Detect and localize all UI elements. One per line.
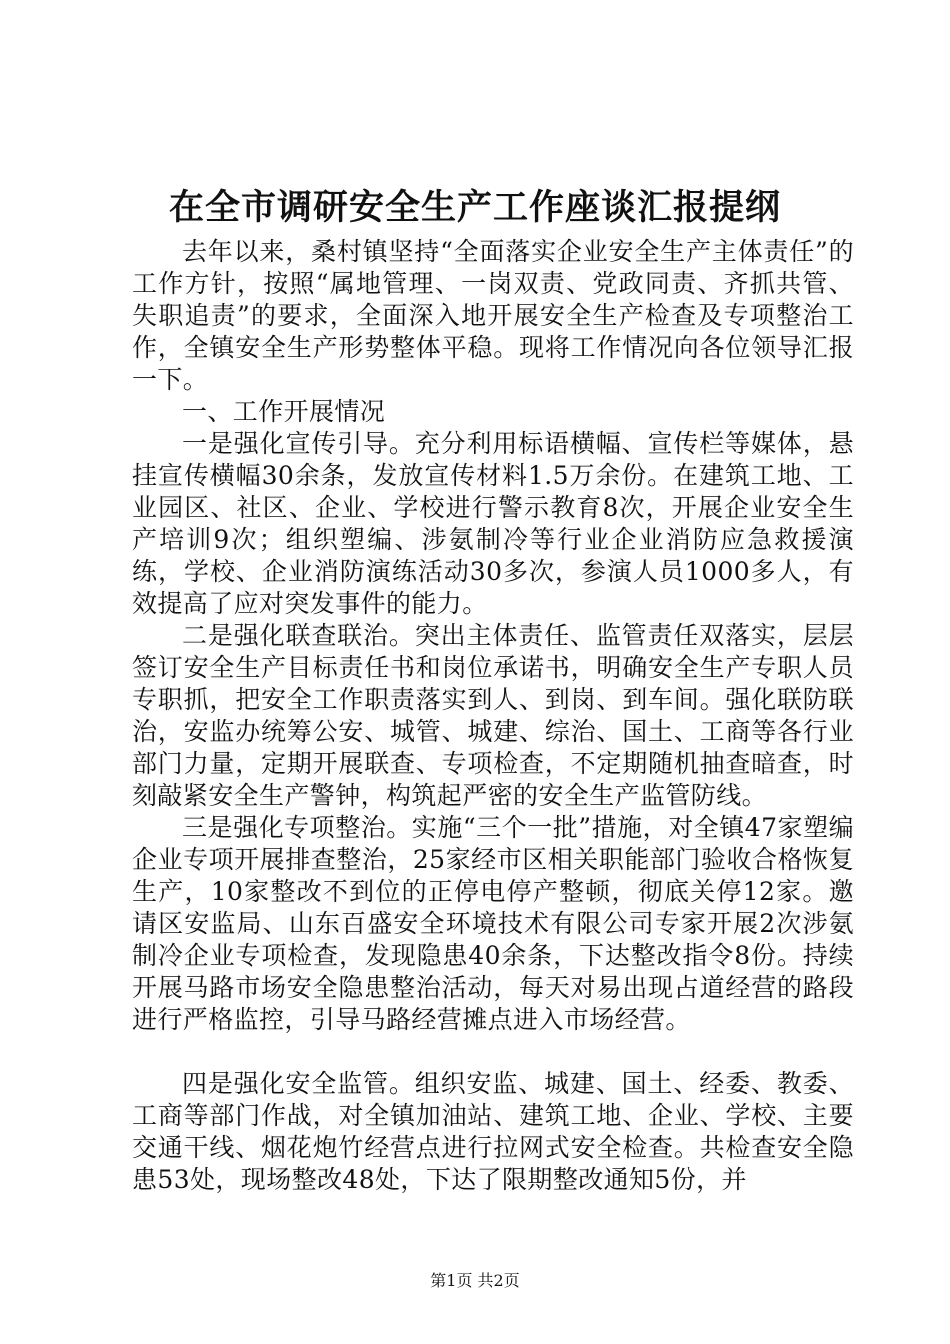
- section-heading: 一、工作开展情况: [182, 397, 386, 426]
- intro-paragraph: 去年以来，桑村镇坚持“全面落实企业安全生产主体责任”的工作方针，按照“属地管理、一岗双责、党政同责、齐抓共管、失职追责”的要求，全面深入地开展安全生产检查及专项整治工作，全镇安全生产形势整体平稳。现将工作情况向各位领导汇报一下。: [132, 237, 854, 394]
- paragraph-publicity: 一是强化宣传引导。充分利用标语横幅、宣传栏等媒体，悬挂宣传横幅30余条，发放宣传材料1.5万余份。在建筑工地、工业园区、社区、企业、学校进行警示教育8次，开展企业安全生产培训9次；组织塑编、涉氨制冷等行业企业消防应急救援演练，学校、企业消防演练活动30多次，参演人员1000多人，有效提高了应对突发事件的能力。: [132, 429, 854, 618]
- paragraph-joint-inspection: 二是强化联查联治。突出主体责任、监管责任双落实，层层签订安全生产目标责任书和岗位承诺书，明确安全生产专职人员专职抓，把安全工作职责落实到人、到岗、到车间。强化联防联治，安监办统筹公安、城管、城建、综治、国土、工商等各行业部门力量，定期开展联查、专项检查，不定期随机抽查暗查，时刻敲紧安全生产警钟，构筑起严密的安全生产监管防线。: [132, 621, 854, 810]
- paragraph-safety-supervision: 四是强化安全监管。组织安监、城建、国土、经委、教委、工商等部门作战，对全镇加油站、建筑工地、企业、学校、主要交通干线、烟花炮竹经营点进行拉网式安全检查。共检查安全隐患53处，现场整改48处，下达了限期整改通知5份，并: [132, 1069, 854, 1194]
- document-title: 在全市调研安全生产工作座谈汇报提纲: [168, 187, 781, 228]
- paragraph-special-rectification: 三是强化专项整治。实施“三个一批”措施，对全镇47家塑编企业专项开展排查整治，25家经市区相关职能部门验收合格恢复生产，10家整改不到位的正停电停产整顿，彻底关停12家。邀请区安监局、山东百盛安全环境技术有限公司专家开展2次涉氨制冷企业专项检查，发现隐患40余条，下达整改指令8份。持续开展马路市场安全隐患整治活动，每天对易出现占道经营的路段进行严格监控，引导马路经营摊点进入市场经营。: [132, 813, 854, 1034]
- page-footer: 第1页 共2页: [430, 1271, 520, 1290]
- document-body: [132, 236, 854, 1196]
